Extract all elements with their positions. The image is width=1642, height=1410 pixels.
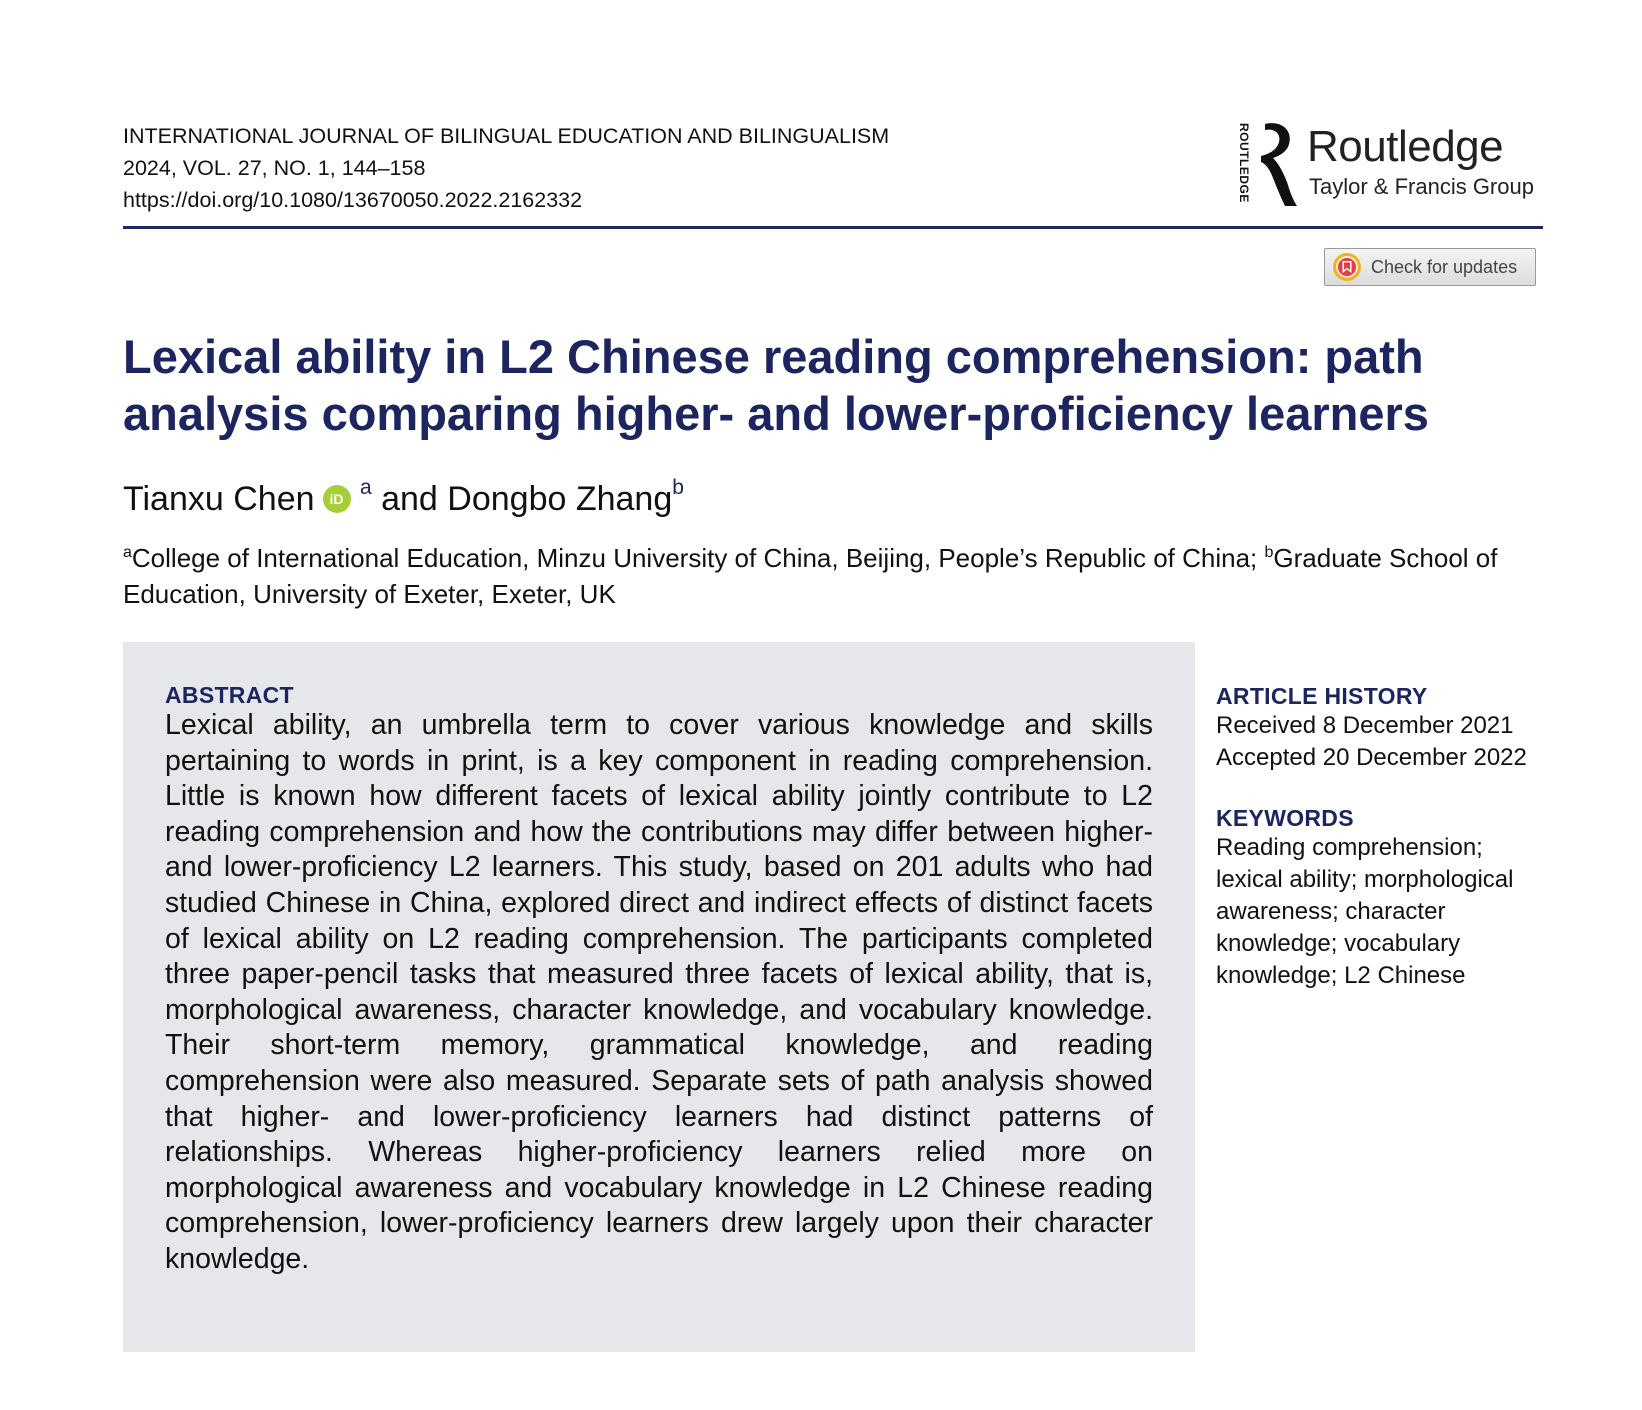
author-superscript: a bbox=[359, 476, 372, 499]
check-for-updates-button[interactable] bbox=[1324, 248, 1536, 286]
journal-header bbox=[123, 120, 1543, 230]
routledge-logo bbox=[1233, 120, 1543, 210]
received-date: Received 8 December 2021 bbox=[1216, 712, 1514, 739]
article-sidebar bbox=[1216, 682, 1546, 992]
orcid-icon[interactable]: iD bbox=[323, 485, 351, 513]
abstract-heading: ABSTRACT bbox=[165, 682, 294, 708]
keywords-block bbox=[1216, 804, 1546, 992]
logo-vertical-label: ROUTLEDGE bbox=[1237, 123, 1251, 203]
affiliations bbox=[123, 535, 1543, 612]
abstract-box bbox=[123, 642, 1195, 1352]
keywords-list: Reading comprehension; lexical ability; morphological awareness; character knowledge; vocabulary knowledge; L2 Chinese bbox=[1216, 834, 1514, 989]
affiliation-superscript: b bbox=[1264, 544, 1274, 561]
author-conjunction: and bbox=[381, 480, 438, 518]
crossmark-icon bbox=[1333, 253, 1361, 281]
volume-info: 2024, VOL. 27, NO. 1, 144–158 bbox=[123, 156, 426, 180]
journal-name: INTERNATIONAL JOURNAL OF BILINGUAL EDUCATION AND BILINGUALISM bbox=[123, 124, 890, 148]
article-history-heading: ARTICLE HISTORY bbox=[1216, 683, 1428, 709]
accepted-date: Accepted 20 December 2022 bbox=[1216, 744, 1527, 771]
affiliation-text: Graduate School of Education, University of Exeter, Exeter, UK bbox=[123, 543, 1498, 609]
header-rule bbox=[123, 226, 1543, 229]
author-line bbox=[123, 465, 684, 522]
keywords-heading: KEYWORDS bbox=[1216, 805, 1354, 831]
affiliation-superscript: a bbox=[123, 544, 132, 561]
author-superscript: b bbox=[672, 476, 684, 499]
journal-meta bbox=[123, 120, 889, 216]
author-name[interactable]: Dongbo Zhang bbox=[447, 480, 673, 518]
article-title: Lexical ability in L2 Chinese reading comprehension: path analysis comparing higher- and lower-proficiency learners bbox=[123, 330, 1429, 440]
abstract-text: Lexical ability, an umbrella term to cover various knowledge and skills pertaining to words in print, is a key component in reading comprehension. Little is known how different facets of lexical ability jointly contribute to L2 reading comprehension and how the contributions may differ between higher- and lower-proficiency L2 learners. This study, based on 201 adults who had studied Chinese in China, explored direct and indirect effects of distinct facets of lexical ability on L2 reading comprehension. The participants completed three paper-pencil tasks that measured three facets of lexical ability, that is, morphological awareness, character knowledge, and vocabulary knowledge. Their short-term memory, grammatical knowledge, and reading comprehension were also measured. Separate sets of path analysis showed that higher- and lower-proficiency learners had distinct patterns of relationships. Whereas higher-proficiency learners relied more on morphological awareness and vocabulary knowledge in L2 Chinese reading comprehension, lower-proficiency learners drew largely upon their character knowledge. bbox=[165, 709, 1153, 1275]
doi-link[interactable]: https://doi.org/10.1080/13670050.2022.2162332 bbox=[123, 188, 583, 212]
check-for-updates-label: Check for updates bbox=[1371, 256, 1518, 277]
publisher-group: Taylor & Francis Group bbox=[1309, 174, 1534, 199]
publisher-name: Routledge bbox=[1307, 122, 1504, 171]
routledge-profile-icon bbox=[1255, 120, 1297, 208]
author-name[interactable]: Tianxu Chen bbox=[123, 480, 315, 518]
affiliation-text: College of International Education, Minzu University of China, Beijing, People’s Republic of China; bbox=[131, 543, 1265, 573]
